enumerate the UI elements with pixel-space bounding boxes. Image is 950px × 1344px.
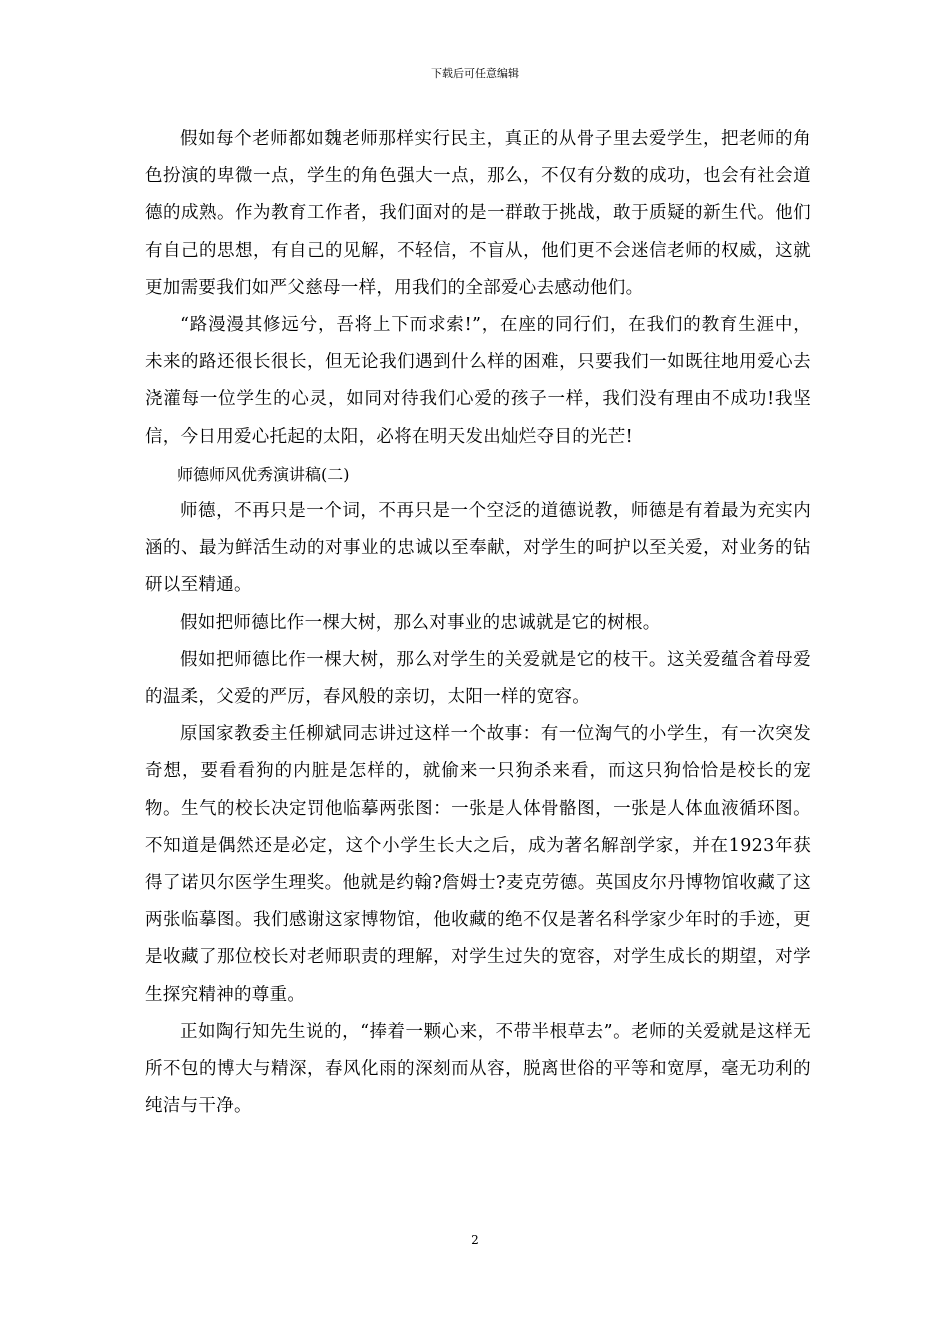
- document-body: [145, 121, 811, 1125]
- paragraph: “路漫漫其修远兮，吾将上下而求索!”，在座的同行们，在我们的教育生涯中，未来的路还很长很长，但无论我们遇到什么样的困难，只要我们一如既往地用爱心去浇灌每一位学生的心灵，如同对待我们心爱的孩子一样，我们没有理由不成功!我坚信，今日用爱心托起的太阳，必将在明天发出灿烂夺目的光芒!: [145, 315, 811, 447]
- paragraph: 假如把师德比作一棵大树，那么对学生的关爱就是它的枝干。这关爱蕴含着母爱的温柔，父爱的严厉，春风般的亲切，太阳一样的宽容。: [145, 649, 811, 708]
- page-header: 下载后可任意编辑: [431, 67, 519, 80]
- page-number: 2: [471, 1233, 479, 1247]
- paragraph: 正如陶行知先生说的，“捧着一颗心来，不带半根草去”。老师的关爱就是这样无所不包的博大与精深，春风化雨的深刻而从容，脱离世俗的平等和宽厚，毫无功利的纯洁与干净。: [145, 1021, 811, 1117]
- paragraph: 假如每个老师都如魏老师那样实行民主，真正的从骨子里去爱学生，把老师的角色扮演的卑微一点，学生的角色强大一点，那么，不仅有分数的成功，也会有社会道德的成熟。作为教育工作者，我们面对的是一群敢于挑战，敢于质疑的新生代。他们有自己的思想，有自己的见解，不轻信，不盲从，他们更不会迷信老师的权威，这就更加需要我们如严父慈母一样，用我们的全部爱心去感动他们。: [145, 129, 811, 298]
- paragraph: 师德，不再只是一个词，不再只是一个空泛的道德说教，师德是有着最为充实内涵的、最为鲜活生动的对事业的忠诚以至奉献，对学生的呵护以至关爱，对业务的钻研以至精通。: [145, 501, 811, 596]
- paragraph: 原国家教委主任柳斌同志讲过这样一个故事：有一位淘气的小学生，有一次突发奇想，要看看狗的内脏是怎样的，就偷来一只狗杀来看，而这只狗恰恰是校长的宠物。生气的校长决定罚他临摹两张图：一张是人体骨骼图，一张是人体血液循环图。不知道是偶然还是必定，这个小学生长大之后，成为著名解剖学家，并在1923年获得了诺贝尔医学生理奖。他就是约翰?詹姆士?麦克劳德。英国皮尔丹博物馆收藏了这两张临摹图。我们感谢这家博物馆，他收藏的绝不仅是著名科学家少年时的手迹，更是收藏了那位校长对老师职责的理解，对学生过失的宽容，对学生成长的期望，对学生探究精神的尊重。: [145, 724, 811, 1005]
- paragraph: 假如把师德比作一棵大树，那么对事业的忠诚就是它的树根。: [180, 612, 661, 633]
- section-heading: 师德师风优秀演讲稿(二): [177, 464, 350, 484]
